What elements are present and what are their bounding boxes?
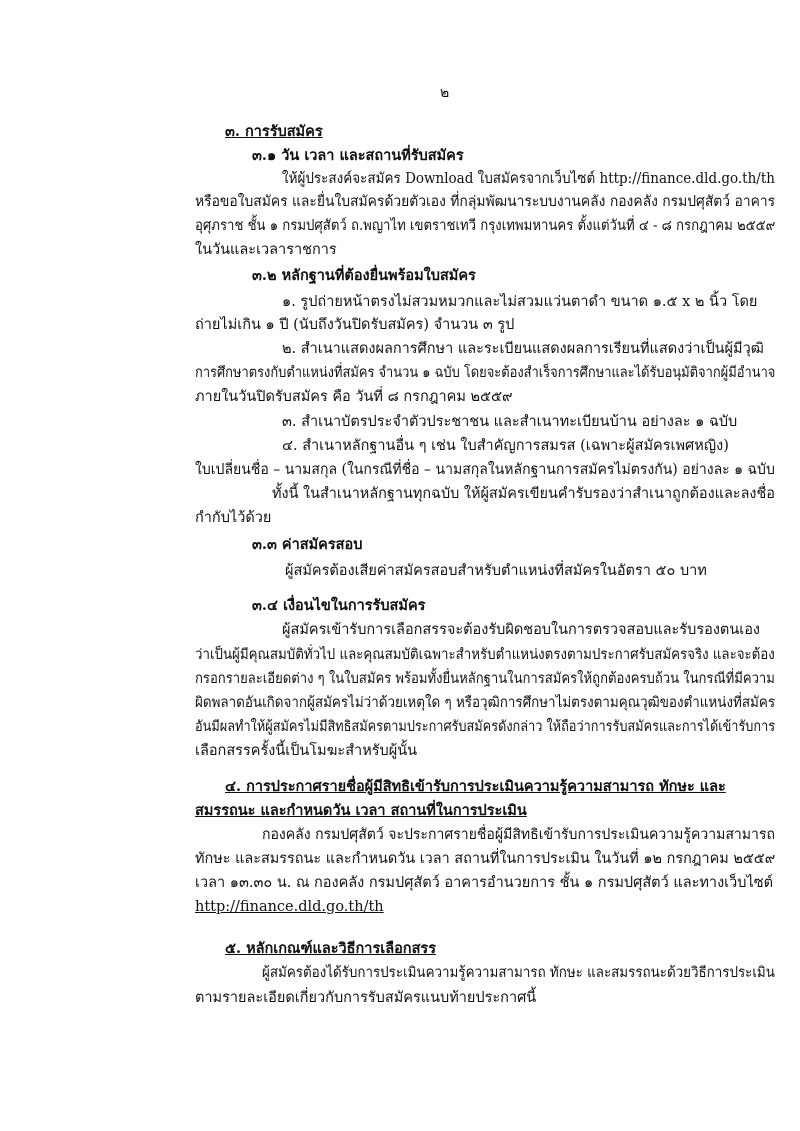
- paragraph-line: อันมีผลทำให้ผู้สมัครไม่มีสิทธิสมัครตามประกาศรับสมัครดังกล่าว ให้ถือว่าการรับสมัครและการได้เข้ารับการ: [195, 719, 776, 735]
- paragraph-line: ในวันและเวลาราชการ: [195, 242, 337, 258]
- section-3-4-heading: ๓.๔ เงื่อนไขในการรับสมัคร: [252, 597, 426, 614]
- paragraph-line: ๑. รูปถ่ายหน้าตรงไม่สวมหมวกและไม่สวมแว่นตาดำ ขนาด ๑.๕ x ๒ นิ้ว โดย: [282, 294, 758, 310]
- paragraph-line: ทักษะ และสมรรถนะ และกำหนดวัน เวลา สถานที่ในการประเมิน ในวันที่ ๑๒ กรกฎาคม ๒๕๕๙: [195, 851, 776, 867]
- paragraph-line: ๓. สำเนาบัตรประจำตัวประชาชน และสำเนาทะเบียนบ้าน อย่างละ ๑ ฉบับ: [282, 414, 738, 430]
- paragraph-line: เวลา ๑๓.๓๐ น. ณ กองคลัง กรมปศุสัตว์ อาคารอำนวยการ ชั้น ๑ กรมปศุสัตว์ และทางเว็บไซต์: [195, 875, 773, 891]
- section-4-heading: ๔. การประกาศรายชื่อผู้มีสิทธิเข้ารับการประเมินความรู้ความสามารถ ทักษะ และ: [225, 778, 726, 795]
- paragraph-line: กรอกรายละเอียดต่าง ๆ ในใบสมัคร พร้อมทั้งยื่นหลักฐานในการสมัครให้ถูกต้องครบถ้วน ในกรณีที่มีความ: [195, 671, 775, 687]
- section-3-heading: ๓. การรับสมัคร: [225, 123, 323, 140]
- section-3-2-heading: ๓.๒ หลักฐานที่ต้องยื่นพร้อมใบสมัคร: [252, 267, 476, 284]
- paragraph-line: ทั้งนี้ ในสำเนาหลักฐานทุกฉบับ ให้ผู้สมัครเขียนคำรับรองว่าสำเนาถูกต้องและลงชื่อ: [272, 486, 775, 502]
- section-4-heading-continued: สมรรถนะ และกำหนดวัน เวลา สถานที่ในการประเมิน: [195, 802, 527, 819]
- website-link[interactable]: http://finance.dld.go.th/th: [195, 899, 384, 915]
- paragraph-line: ถ่ายไม่เกิน ๑ ปี (นับถึงวันปิดรับสมัคร) จำนวน ๓ รูป: [195, 317, 515, 333]
- paragraph-line: ผิดพลาดอันเกิดจากผู้สมัครไม่ว่าด้วยเหตุใด ๆ หรือวุฒิการศึกษาไม่ตรงตามคุณวุฒิของตำแหน่งที่สมัคร: [195, 695, 776, 711]
- page-number: ๒: [440, 85, 450, 101]
- section-3-1-heading: ๓.๑ วัน เวลา และสถานที่รับสมัคร: [252, 147, 464, 164]
- paragraph-line: การศึกษาตรงกับตำแหน่งที่สมัคร จำนวน ๑ ฉบับ โดยจะต้องสำเร็จการศึกษาและได้รับอนุมัติจากผู้มีอำนาจ: [195, 365, 776, 381]
- paragraph-line: ผู้สมัครต้องได้รับการประเมินความรู้ความสามารถ ทักษะ และสมรรถนะด้วยวิธีการประเมิน: [262, 965, 775, 981]
- paragraph-line: อุศุภราช ชั้น ๑ กรมปศุสัตว์ ถ.พญาไท เขตราชเทวี กรุงเทพมหานคร ตั้งแต่วันที่ ๔ - ๘ กรกฎาคม ๒๕๕๙: [195, 218, 776, 234]
- paragraph-line: กำกับไว้ด้วย: [195, 510, 272, 526]
- paragraph-line: ผู้สมัครต้องเสียค่าสมัครสอบสำหรับตำแหน่งที่สมัครในอัตรา ๕๐ บาท: [285, 563, 707, 579]
- section-3-3-heading: ๓.๓ ค่าสมัครสอบ: [252, 536, 363, 553]
- paragraph-line: เลือกสรรครั้งนี้เป็นโมฆะสำหรับผู้นั้น: [195, 743, 418, 759]
- paragraph-line: หรือขอใบสมัคร และยื่นใบสมัครด้วยตัวเอง ที่กลุ่มพัฒนาระบบงานคลัง กองคลัง กรมปศุสัตว์ อาคาร: [195, 194, 776, 210]
- paragraph-line: ๒. สำเนาแสดงผลการศึกษา และระเบียนแสดงผลการเรียนที่แสดงว่าเป็นผู้มีวุฒิ: [282, 341, 764, 357]
- paragraph-line: ๔. สำเนาหลักฐานอื่น ๆ เช่น ใบสำคัญการสมรส (เฉพาะผู้สมัครเพศหญิง): [282, 438, 729, 454]
- section-5-heading: ๕. หลักเกณฑ์และวิธีการเลือกสรร: [225, 940, 436, 957]
- paragraph-line: กองคลัง กรมปศุสัตว์ จะประกาศรายชื่อผู้มีสิทธิเข้ารับการประเมินความรู้ความสามารถ: [262, 827, 775, 843]
- paragraph-line: ว่าเป็นผู้มีคุณสมบัติทั่วไป และคุณสมบัติเฉพาะสำหรับตำแหน่งตรงตามประกาศรับสมัครจริง และจะต้อง: [195, 647, 775, 663]
- paragraph-line: ให้ผู้ประสงค์จะสมัคร Download ใบสมัครจากเว็บไซต์ http://finance.dld.go.th/th: [282, 171, 775, 187]
- paragraph-line: ภายในวันปิดรับสมัคร คือ วันที่ ๘ กรกฎาคม ๒๕๕๙: [195, 389, 513, 405]
- paragraph-line: ผู้สมัครเข้ารับการเลือกสรรจะต้องรับผิดชอบในการตรวจสอบและรับรองตนเอง: [282, 622, 760, 638]
- paragraph-line: ตามรายละเอียดเกี่ยวกับการรับสมัครแนบท้ายประกาศนี้: [195, 990, 537, 1006]
- paragraph-line: ใบเปลี่ยนชื่อ – นามสกุล (ในกรณีที่ชื่อ – นามสกุลในหลักฐานการสมัครไม่ตรงกัน) อย่างละ ๑ ฉบับ: [195, 462, 775, 478]
